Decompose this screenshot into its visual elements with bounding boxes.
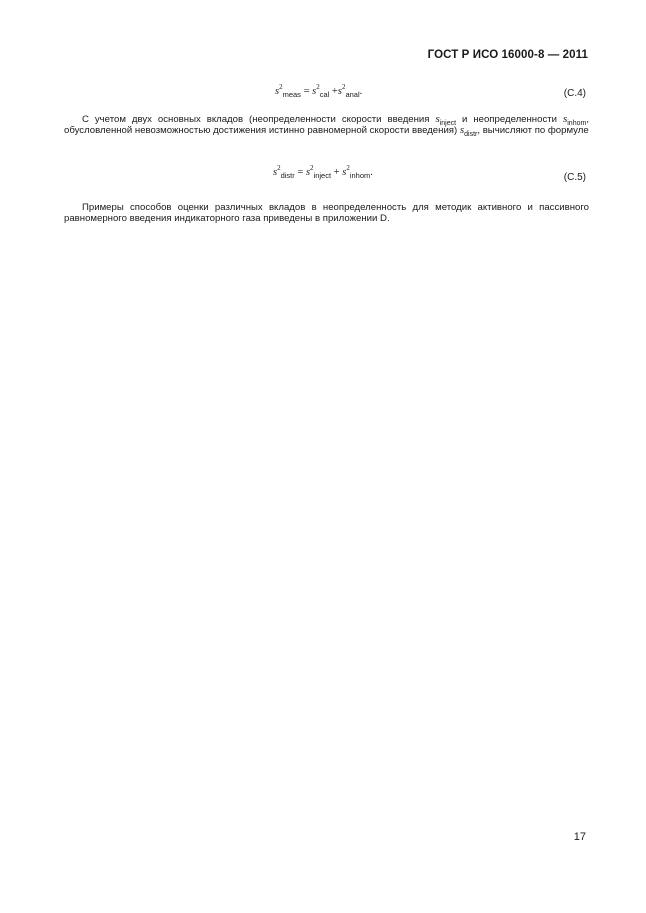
plus-sign: + — [331, 86, 338, 97]
paragraph-examples: Примеры способов оценки различных вкладов в неопределенность для методик активного и пассивного равномерного введения индикаторного газа приведены в приложении D. — [64, 202, 589, 225]
formula-c5-number: (C.5) — [563, 172, 586, 183]
formula-c4: $s^2_{meas} = s^2_{cal} +s^2_{anal}$. — [275, 82, 363, 100]
paragraph-contributions: С учетом двух основных вкладов (неопределенности скорости введения $s_{inject}$ и неопределенности $s_{inhom}$, обусловленной невозможностью достижения истинно равномерной скорости введения) $s_{distr}$, вычисляют по формуле — [64, 113, 589, 139]
page-number: 17 — [573, 831, 586, 843]
formula-c5: $s^2_{distr} = s^2_{inject} + s^2_{inhom}$. — [273, 163, 373, 181]
equals-sign: = — [303, 86, 310, 97]
document-header: ГОСТ Р ИСО 16000-8 — 2011 — [427, 49, 588, 61]
formula-c4-number: (C.4) — [563, 88, 586, 99]
formula-symbol: s — [275, 86, 280, 97]
